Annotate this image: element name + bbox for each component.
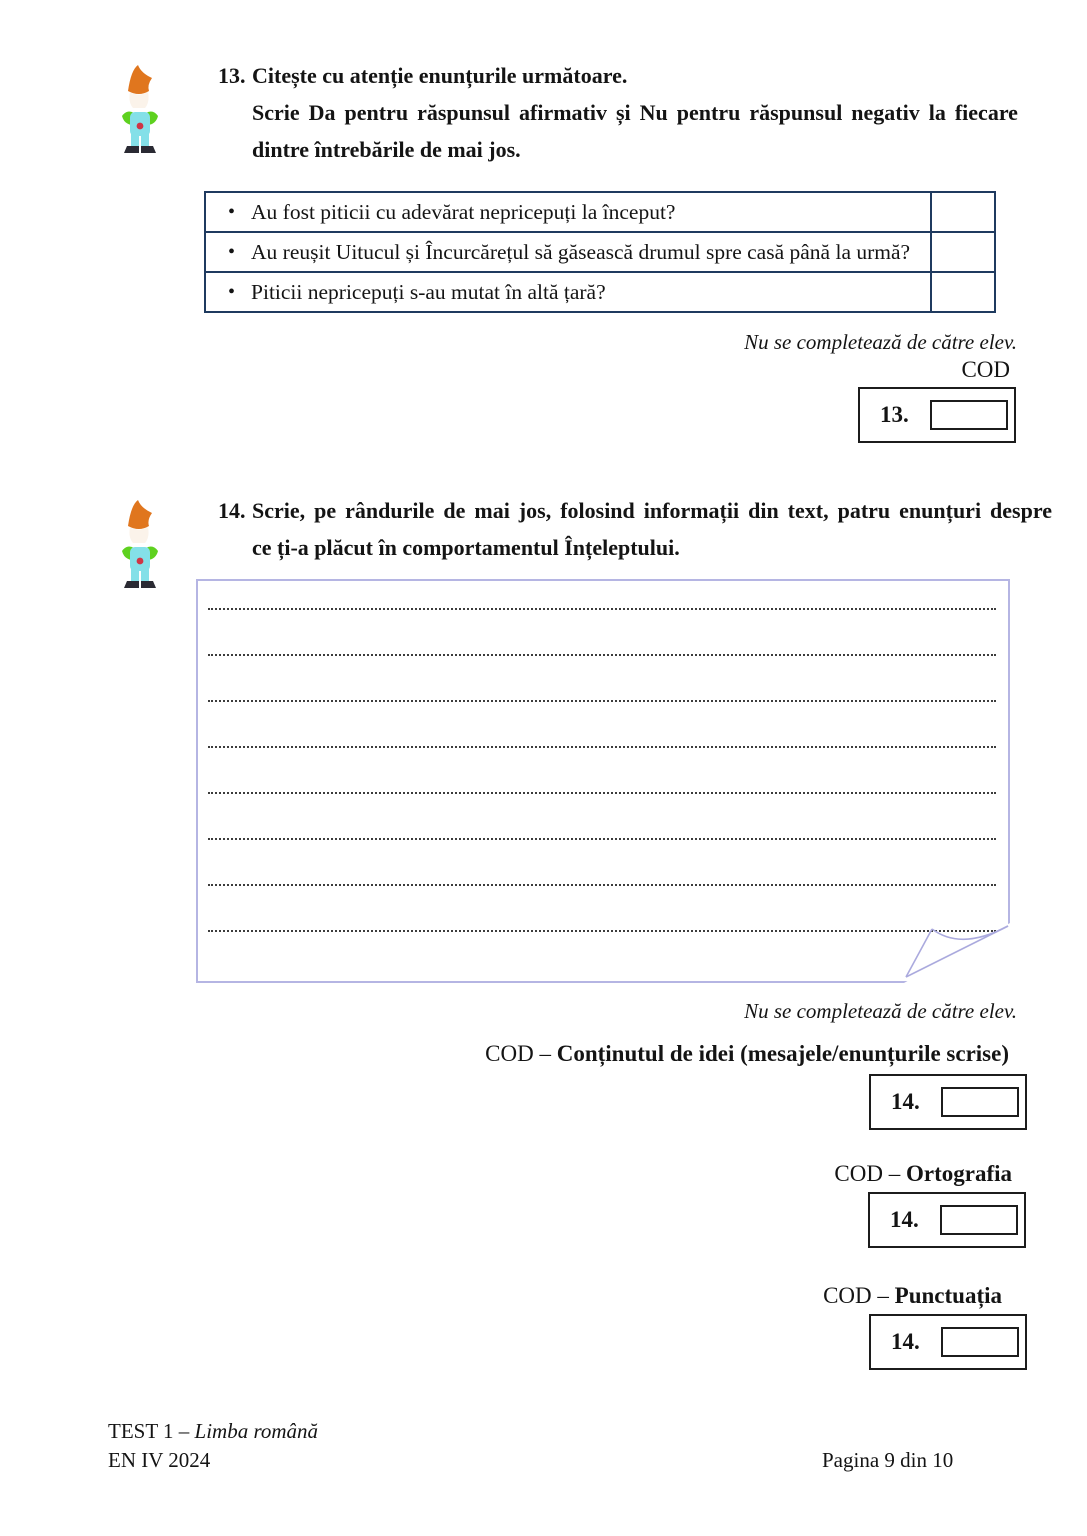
footer-test-label: TEST 1 – <box>108 1419 195 1443</box>
footer-edition: EN IV 2024 <box>108 1448 211 1472</box>
writing-line[interactable] <box>208 930 996 932</box>
bullet-icon: • <box>228 240 236 263</box>
cod-category: Punctuația <box>894 1283 1002 1308</box>
question-14-text-line1: Scrie, pe rândurile de mai jos, folosind informații din text, patru enunțuri despre <box>252 498 1052 523</box>
cod-content-label <box>485 1041 1009 1067</box>
score-box-14-content <box>869 1074 1027 1130</box>
table-question-text: Au fost piticii cu adevărat nepricepuți la început? <box>251 199 676 224</box>
teacher-note: Nu se completează de către elev. <box>744 330 1017 354</box>
score-box-number: 14. <box>891 1329 920 1354</box>
gnome-mascot-icon <box>118 497 162 593</box>
score-box-13 <box>858 387 1016 443</box>
score-box-14-orthography <box>868 1192 1026 1248</box>
question-13-title: Citește cu atenție enunțurile următoare. <box>252 63 628 88</box>
cod-orthography-label <box>834 1161 1012 1187</box>
footer-test-title <box>108 1419 318 1444</box>
table-question-cell <box>206 193 932 231</box>
writing-line[interactable] <box>208 838 996 840</box>
cod-prefix: COD – <box>823 1283 895 1308</box>
writing-line[interactable] <box>208 792 996 794</box>
cod-prefix: COD – <box>834 1161 906 1186</box>
table-question-text: Au reușit Uitucul și Încurcărețul să găsească drumul spre casă până la urmă? <box>251 239 911 264</box>
table-row <box>206 233 994 273</box>
cod-prefix: COD – <box>485 1041 557 1066</box>
question-13-number: 13. <box>218 63 246 88</box>
score-box-number: 13. <box>880 402 909 427</box>
score-input-box[interactable] <box>941 1327 1019 1357</box>
table-question-cell <box>206 233 932 271</box>
table-row <box>206 193 994 233</box>
table-question-cell <box>206 273 932 311</box>
answer-input-cell[interactable] <box>932 193 994 231</box>
gnome-mascot-icon <box>118 62 162 158</box>
bullet-icon: • <box>228 280 236 303</box>
score-input-box[interactable] <box>930 400 1008 430</box>
score-box-14-punctuation <box>869 1314 1027 1370</box>
writing-line[interactable] <box>208 654 996 656</box>
score-box-number: 14. <box>890 1207 919 1232</box>
answer-input-cell[interactable] <box>932 233 994 271</box>
score-box-number: 14. <box>891 1089 920 1114</box>
footer-page-number: Pagina 9 din 10 <box>822 1448 954 1472</box>
writing-answer-box <box>196 579 1010 983</box>
cod-category: Ortografia <box>905 1161 1012 1186</box>
question-13-instruction-line1: Scrie Da pentru răspunsul afirmativ și Nu pentru răspunsul negativ la fiecare <box>252 100 1018 125</box>
cod-category: Conținutul de idei (mesajele/enunțurile scrise) <box>556 1041 1009 1066</box>
score-input-box[interactable] <box>941 1087 1019 1117</box>
cod-label: COD <box>961 357 1010 382</box>
writing-line[interactable] <box>208 608 996 610</box>
question-13-instruction-line2: dintre întrebările de mai jos. <box>252 137 521 162</box>
writing-line[interactable] <box>208 746 996 748</box>
answer-input-cell[interactable] <box>932 273 994 311</box>
page-curl-icon <box>894 923 1010 983</box>
writing-line[interactable] <box>208 700 996 702</box>
table-question-text: Piticii nepricepuți s-au mutat în altă țară? <box>251 279 606 304</box>
question-14-number: 14. <box>218 498 246 523</box>
score-input-box[interactable] <box>940 1205 1018 1235</box>
table-row <box>206 273 994 311</box>
teacher-note: Nu se completează de către elev. <box>744 999 1017 1023</box>
cod-punctuation-label <box>823 1283 1002 1309</box>
question-13-answer-table <box>204 191 996 313</box>
writing-line[interactable] <box>208 884 996 886</box>
bullet-icon: • <box>228 200 236 223</box>
question-14-text-line2: ce ți-a plăcut în comportamentul Înțeleptului. <box>252 535 680 560</box>
footer-test-subject: Limba română <box>194 1419 319 1443</box>
